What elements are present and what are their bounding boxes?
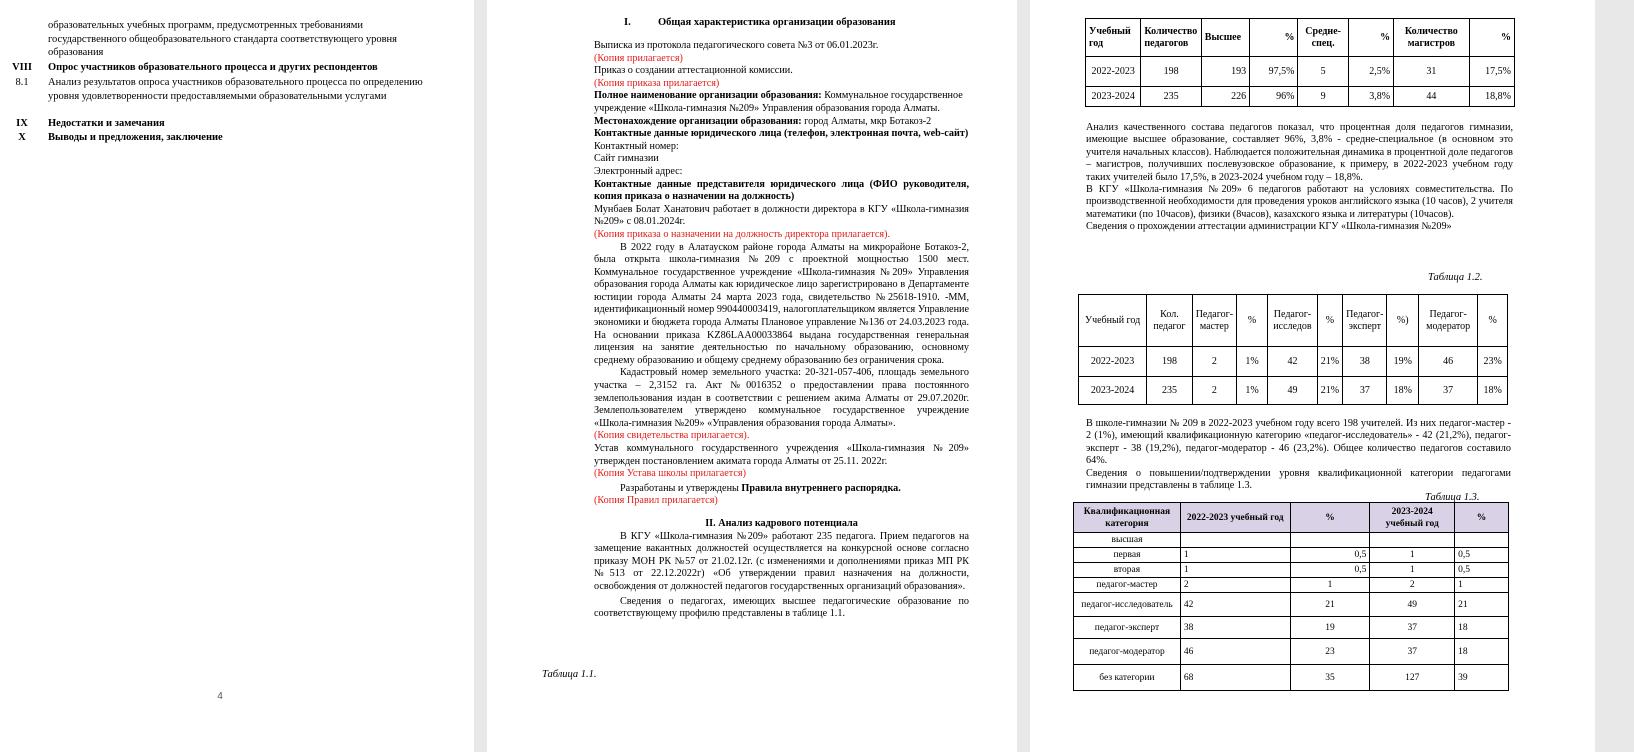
copy-note: (Копия приказа о назначении на должность директора прилагается). xyxy=(594,228,891,240)
table-cell: 21 xyxy=(1455,593,1509,617)
table-cell: 46 xyxy=(1180,639,1290,665)
page2-body xyxy=(594,40,969,621)
table-cell: 21 xyxy=(1290,593,1370,617)
table-header-cell: 2022-2023 учебный год xyxy=(1180,503,1290,533)
table-cell: 1% xyxy=(1237,347,1268,377)
table-cell: 37 xyxy=(1370,639,1455,665)
order-text: Приказ о создании аттестационной комиссии. xyxy=(594,65,793,77)
table-cell: 2 xyxy=(1192,347,1236,377)
table-cell: 37 xyxy=(1418,377,1477,405)
toc-text: Анализ результатов опроса участников образовательного процесса по определению уровня удовлетворенности предоставляемыми образовательными услугами xyxy=(48,77,423,102)
table-cell xyxy=(1455,533,1509,548)
table-cell: 18,8% xyxy=(1469,87,1514,107)
phone-label: Контактный номер: xyxy=(594,140,679,152)
table-cell: 17,5% xyxy=(1469,57,1514,87)
copy-note: (Копия Правил прилагается) xyxy=(594,495,718,507)
table-cell: 1 xyxy=(1370,548,1455,563)
table-header-cell: % xyxy=(1455,503,1509,533)
table-cell: педагог-мастер xyxy=(1074,578,1181,593)
table-header-cell: Учебный год xyxy=(1079,295,1147,347)
table-header-cell: Педагог-исследов xyxy=(1268,295,1318,347)
parttime-paragraph: В КГУ «Школа-гимназия №209» 6 педагогов работают на условиях совместительства. По производственной необходимости для проведения уроков английского языка (10 часов), 2 учителя математики (по 10часов), физики (8часов), казахского языка и литературы (10часов). xyxy=(1086,184,1513,220)
copy-note: (Копия приказа прилагается) xyxy=(594,77,720,89)
field-value: город Алматы, мкр Ботакоз-2 xyxy=(801,115,932,127)
table-cell: 38 xyxy=(1343,347,1387,377)
table-cell: 49 xyxy=(1268,377,1318,405)
table-reference-paragraph: Сведения о педагогах, имеющих высшее педагогические образование по соответствующему профилю представлены в таблице 1.1. xyxy=(594,595,969,620)
field-label: Контактные данные юридического лица (телефон, электронная почта, web-сайт) xyxy=(594,128,969,140)
field-value: Коммунальное государственное учреждение «Школа-гимназия №209» Управления образования города Алматы. xyxy=(594,90,963,114)
section-number: I. xyxy=(624,17,631,28)
table-header-row xyxy=(1086,19,1515,57)
table-row xyxy=(1074,578,1509,593)
table-cell: 2,5% xyxy=(1348,57,1393,87)
table-header-cell: % xyxy=(1478,295,1508,347)
table-cell: 2 xyxy=(1180,578,1290,593)
toc-text: Недостатки и замечания xyxy=(48,118,165,129)
email-label: Электронный адрес: xyxy=(594,165,683,177)
history-paragraph: В 2022 году в Алатауском районе города Алматы на микрорайоне Ботакоз-2, была открыта школа-гимназия №209 с проектной мощностью 1500 мест. Коммунальное государственное учреждение «Школа-гимназия №209» Управления образования города Алматы как юридическое лицо зарегистрировано в Департаменте юстиции города Алматы 24 марта 2023 года, свидетельство №25618-1910. -ММ, идентификационный номер 990440003419, налогоплательщиком является Управление экономики и бюджета города Алматы Плановое управление №136 от 24.03.2023 года. На основании приказа KZ86LAA00033864 выдана государственная генеральная лицензия на занятие деятельностью по начальному образованию, основному среднему образованию и общему среднему образованию без ограничения срока. xyxy=(594,241,969,366)
charter-paragraph: Устав коммунального государственного учреждения «Школа-гимназия №209» утвержден постановлением акимата города Алматы от 25.11. 2022г. xyxy=(594,443,969,467)
table-cell: 0,5 xyxy=(1290,563,1370,578)
toc-text: Опрос участников образовательного процесса и других респондентов xyxy=(48,62,378,73)
table-cell: 18% xyxy=(1387,377,1419,405)
rules-title: Правила внутреннего распорядка. xyxy=(741,482,901,494)
table-header-cell: Педагог-модератор xyxy=(1418,295,1477,347)
table-cell: 3,8% xyxy=(1348,87,1393,107)
table-cell: 42 xyxy=(1268,347,1318,377)
table-cell: педагог-модератор xyxy=(1074,639,1181,665)
table-cell: 49 xyxy=(1370,593,1455,617)
rules-paragraph xyxy=(594,483,969,496)
page-number: 4 xyxy=(217,691,223,702)
table-header-cell: % xyxy=(1237,295,1268,347)
toc-number: X xyxy=(18,132,26,143)
staff-paragraph: В КГУ «Школа-гимназия №209» работают 235 педагога. Прием педагогов на замещение вакантных должностей осуществляется на конкурсной основе согласно приказу МОН РК №57 от 21.02.12г. (с изменениями и дополнениями приказ МП РК №513 от 22.12.2022г) «Об утверждении правил назначения на должности, освобождения от должностей педагогов государственных организаций образования». xyxy=(594,530,969,592)
document-page-2 xyxy=(487,0,1017,752)
table-header-cell: Средне-спец. xyxy=(1298,19,1348,57)
table-cell: 31 xyxy=(1394,57,1470,87)
table-cell: 39 xyxy=(1455,665,1509,691)
table-header-cell: Высшее xyxy=(1201,19,1249,57)
table-header-cell: Количество магистров xyxy=(1394,19,1470,57)
qualification-paragraph: Сведения о повышении/подтверждении уровня квалификационной категории педагогами гимназии представлены в таблице 1.3. xyxy=(1086,467,1511,492)
table-cell: 42 xyxy=(1180,593,1290,617)
table-cell: 1 xyxy=(1455,578,1509,593)
table-header-cell: Учебный год xyxy=(1086,19,1141,57)
table-cell: 0,5 xyxy=(1455,548,1509,563)
table-row xyxy=(1074,563,1509,578)
table-header-row xyxy=(1079,295,1508,347)
table-cell: 96% xyxy=(1250,87,1298,107)
intro-line: государственного общеобразовательного стандарта соответствующего уровня xyxy=(48,33,398,45)
table-cell: 1 xyxy=(1370,563,1455,578)
table-education xyxy=(1085,18,1515,107)
count-paragraph: В школе-гимназии № 209 в 2022-2023 учебном году всего 198 учителей. Из них педагог-мастер - 2 (1%), имеющий квалификационную категорию «педагог-исследователь» - 42 (21,2%), педагог-эксперт - 38 (19,2%), педагог-модератор - 46 (23,2%). Общее количество педагогов составило 64%. xyxy=(1086,418,1511,467)
table-row xyxy=(1074,548,1509,563)
document-page-1 xyxy=(0,0,474,752)
intro-line: образовательных учебных программ, предусмотренных требованиями xyxy=(48,20,364,31)
table-header-cell: % xyxy=(1348,19,1393,57)
table-cell: 44 xyxy=(1394,87,1470,107)
field-label: Местонахождение организации образования: xyxy=(594,115,802,127)
table-cell: 35 xyxy=(1290,665,1370,691)
table-header-cell: 2023-2024 учебный год xyxy=(1370,503,1455,533)
table-row xyxy=(1074,533,1509,548)
table-row xyxy=(1079,377,1508,405)
table-cell: 0,5 xyxy=(1290,548,1370,563)
table-header-cell: Количество педагогов xyxy=(1141,19,1201,57)
table-header-cell: % xyxy=(1250,19,1298,57)
table-cell: вторая xyxy=(1074,563,1181,578)
table-cell xyxy=(1180,533,1290,548)
table-cell: 18 xyxy=(1455,639,1509,665)
toc-number: VIII xyxy=(12,62,32,73)
table-header-cell: Квалификационная категория xyxy=(1074,503,1181,533)
table-cell: высшая xyxy=(1074,533,1181,548)
table-cell: 2023-2024 xyxy=(1086,87,1141,107)
table-cell: 1% xyxy=(1237,377,1268,405)
table-cell: первая xyxy=(1074,548,1181,563)
table-cell: 46 xyxy=(1418,347,1477,377)
table-cell: 21% xyxy=(1317,377,1342,405)
table-cell: 97,5% xyxy=(1250,57,1298,87)
table-attestation xyxy=(1078,294,1508,405)
table-cell: 2 xyxy=(1192,377,1236,405)
table-cell: 198 xyxy=(1141,57,1201,87)
location-paragraph xyxy=(594,116,969,129)
table-cell: 38 xyxy=(1180,617,1290,639)
field-label: Полное наименование организации образования: xyxy=(594,90,822,102)
rules-text: Разработаны и утверждены xyxy=(620,482,742,494)
table-header-cell: % xyxy=(1317,295,1342,347)
table-cell: 198 xyxy=(1147,347,1192,377)
table-cell: 19% xyxy=(1387,347,1419,377)
table-cell: педагог-эксперт xyxy=(1074,617,1181,639)
table-header-row xyxy=(1074,503,1509,533)
table-cell: 19 xyxy=(1290,617,1370,639)
table-row xyxy=(1074,665,1509,691)
field-label: Контактные данные представителя юридического лица (ФИО руководителя, копия приказа о назначении на должность) xyxy=(594,178,969,203)
table-qualification xyxy=(1073,502,1509,691)
table-header-cell: % xyxy=(1469,19,1514,57)
page3-text-block-1 xyxy=(1086,122,1513,234)
table-cell xyxy=(1290,533,1370,548)
table-cell: 127 xyxy=(1370,665,1455,691)
table-cell: 37 xyxy=(1370,617,1455,639)
table-cell: 235 xyxy=(1141,87,1201,107)
table-cell: 0,5 xyxy=(1455,563,1509,578)
table-row xyxy=(1086,87,1515,107)
intro-text xyxy=(48,19,448,60)
quality-paragraph: Анализ качественного состава педагогов показал, что процентная доля педагогов гимназии, имеющие высшее образование, составляет 96%, 3,8% - средне-специальное (в основном это учителя начальных классов). Наблюдается положительная динамика в процентной доле педагогов – магистров, получивших послевузовское образование, к примеру, в 2022-2023 учебном году таких учителей было 17,5%, в 2023-2024 учебном году – 18,8%. xyxy=(1086,122,1513,183)
table-row xyxy=(1086,57,1515,87)
toc-number: IX xyxy=(16,118,28,129)
director-text: Мунбаев Болат Ханатович работает в должности директора в КГУ «Школа-гимназия №209» с 08.01.2024г. xyxy=(594,203,969,228)
table-cell: 23 xyxy=(1290,639,1370,665)
table-cell: 37 xyxy=(1343,377,1387,405)
table-cell: 235 xyxy=(1147,377,1192,405)
table-header-cell: %) xyxy=(1387,295,1419,347)
copy-note: (Копия прилагается) xyxy=(594,52,683,64)
table-cell: 1 xyxy=(1290,578,1370,593)
table-cell: 5 xyxy=(1298,57,1348,87)
full-name-paragraph xyxy=(594,90,969,115)
table-cell: без категории xyxy=(1074,665,1181,691)
table-cell: 2022-2023 xyxy=(1086,57,1141,87)
site-label: Сайт гимназии xyxy=(594,153,659,165)
table-cell: педагог-исследователь xyxy=(1074,593,1181,617)
toc-text: Выводы и предложения, заключение xyxy=(48,132,223,143)
table-header-cell: Педагог-мастер xyxy=(1192,295,1236,347)
section-title: II. Анализ кадрового потенциала xyxy=(705,517,858,529)
table-cell: 226 xyxy=(1201,87,1249,107)
table-cell: 18% xyxy=(1478,377,1508,405)
table-cell: 1 xyxy=(1180,548,1290,563)
document-page-3 xyxy=(1030,0,1595,752)
table-cell xyxy=(1370,533,1455,548)
table-cell: 21% xyxy=(1317,347,1342,377)
table-cell: 2022-2023 xyxy=(1079,347,1147,377)
table-cell: 9 xyxy=(1298,87,1348,107)
section-title: Общая характеристика организации образования xyxy=(658,17,896,28)
copy-note: (Копия свидетельства прилагается). xyxy=(594,430,750,442)
table-cell: 2 xyxy=(1370,578,1455,593)
table-cell: 18 xyxy=(1455,617,1509,639)
table-caption: Таблица 1.3. xyxy=(1425,492,1480,503)
toc-number: 8.1 xyxy=(15,77,29,88)
table-cell: 1 xyxy=(1180,563,1290,578)
table-header-cell: % xyxy=(1290,503,1370,533)
intro-line: образования xyxy=(48,47,104,58)
cadastre-paragraph: Кадастровый номер земельного участка: 20-321-057-406, площадь земельного участка – 2,3152 га. Акт №0016352 о предоставлении права постоянного землепользования издан в соответствии с решением акима Алматы от 29.07.2020г. Землепользователем утверждено коммунальное государственное учреждение «Школа-гимназия №209» «Управления образования города Алматы». xyxy=(594,367,969,429)
table-header-cell: Педагог-эксперт xyxy=(1343,295,1387,347)
table-caption: Таблица 1.1. xyxy=(542,669,597,680)
page3-text-block-2 xyxy=(1086,418,1511,492)
table-row xyxy=(1074,639,1509,665)
table-row xyxy=(1079,347,1508,377)
table-row xyxy=(1074,593,1509,617)
table-caption: Таблица 1.2. xyxy=(1428,272,1483,283)
table-cell: 68 xyxy=(1180,665,1290,691)
table-cell: 23% xyxy=(1478,347,1508,377)
attestation-paragraph: Сведения о прохождении аттестации администрации КГУ «Школа-гимназия №209» xyxy=(1086,221,1452,233)
table-cell: 193 xyxy=(1201,57,1249,87)
table-header-cell: Кол. педагог xyxy=(1147,295,1192,347)
protocol-extract: Выписка из протокола педагогического совета №3 от 06.01.2023г. xyxy=(594,40,879,51)
table-cell: 2023-2024 xyxy=(1079,377,1147,405)
table-row xyxy=(1074,617,1509,639)
copy-note: (Копия Устава школы прилагается) xyxy=(594,468,746,480)
